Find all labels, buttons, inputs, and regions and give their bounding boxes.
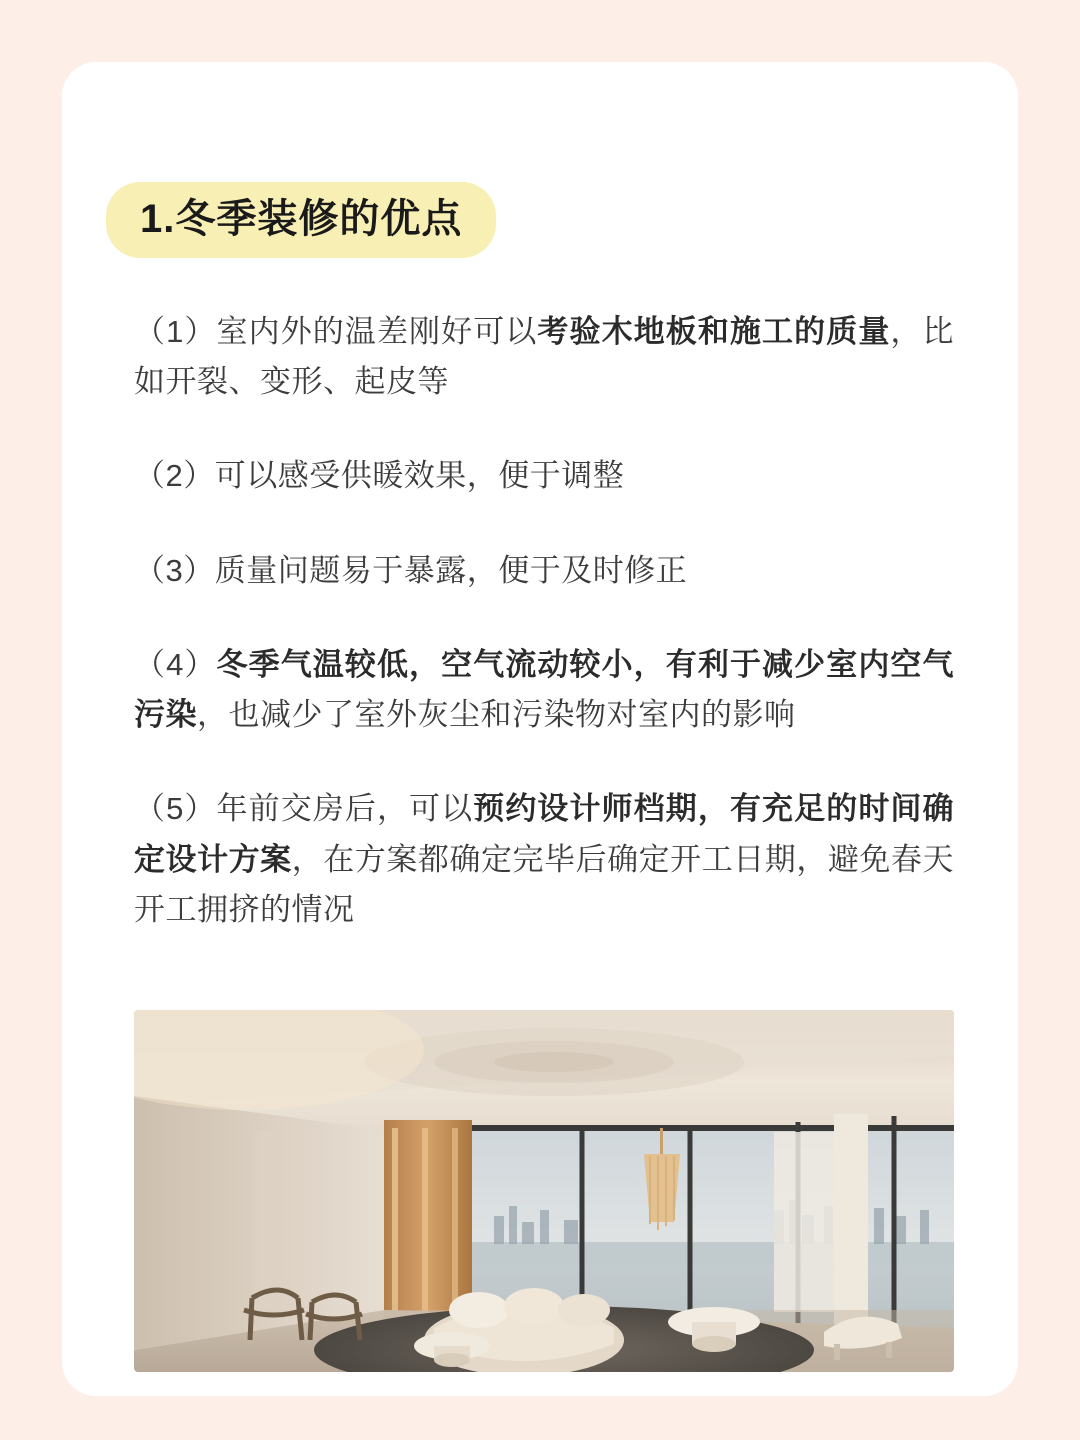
body-text: （1）室内外的温差刚好可以 xyxy=(134,314,538,349)
list-item-item-5 xyxy=(134,784,954,935)
list-item-item-2 xyxy=(134,451,954,501)
page-title-pill: 1.冬季装修的优点 xyxy=(106,182,496,258)
emphasis-text: 冬季气温较低，空气流动较小，有利于减少室内空气污染 xyxy=(134,646,954,733)
body-text: （5）年前交房后，可以 xyxy=(134,791,474,827)
page-title xyxy=(106,182,496,258)
list-item-item-1 xyxy=(134,307,954,407)
tips-list xyxy=(134,307,954,979)
list-item-item-3 xyxy=(134,546,954,596)
living-room-photo xyxy=(134,1010,954,1372)
body-text: （4） xyxy=(134,646,217,682)
list-item-item-4 xyxy=(134,640,954,740)
emphasis-text: 预约设计师档期，有充足的时间确定设计方案 xyxy=(134,791,954,877)
body-text: （3）质量问题易于暴露，便于及时修正 xyxy=(134,552,688,588)
body-text: ，比如开裂、变形、起皮等 xyxy=(134,314,955,400)
emphasis-text: 考验木地板和施工的质量 xyxy=(537,314,891,349)
content-card xyxy=(62,62,1018,1396)
body-text: ，在方案都确定完毕后确定开工日期，避免春天开工拥挤的情况 xyxy=(134,841,955,927)
living-room-illustration xyxy=(134,1010,954,1372)
body-text: ，也减少了室外灰尘和污染物对室内的影响 xyxy=(197,697,796,733)
body-text: （2）可以感受供暖效果，便于调整 xyxy=(134,458,625,494)
